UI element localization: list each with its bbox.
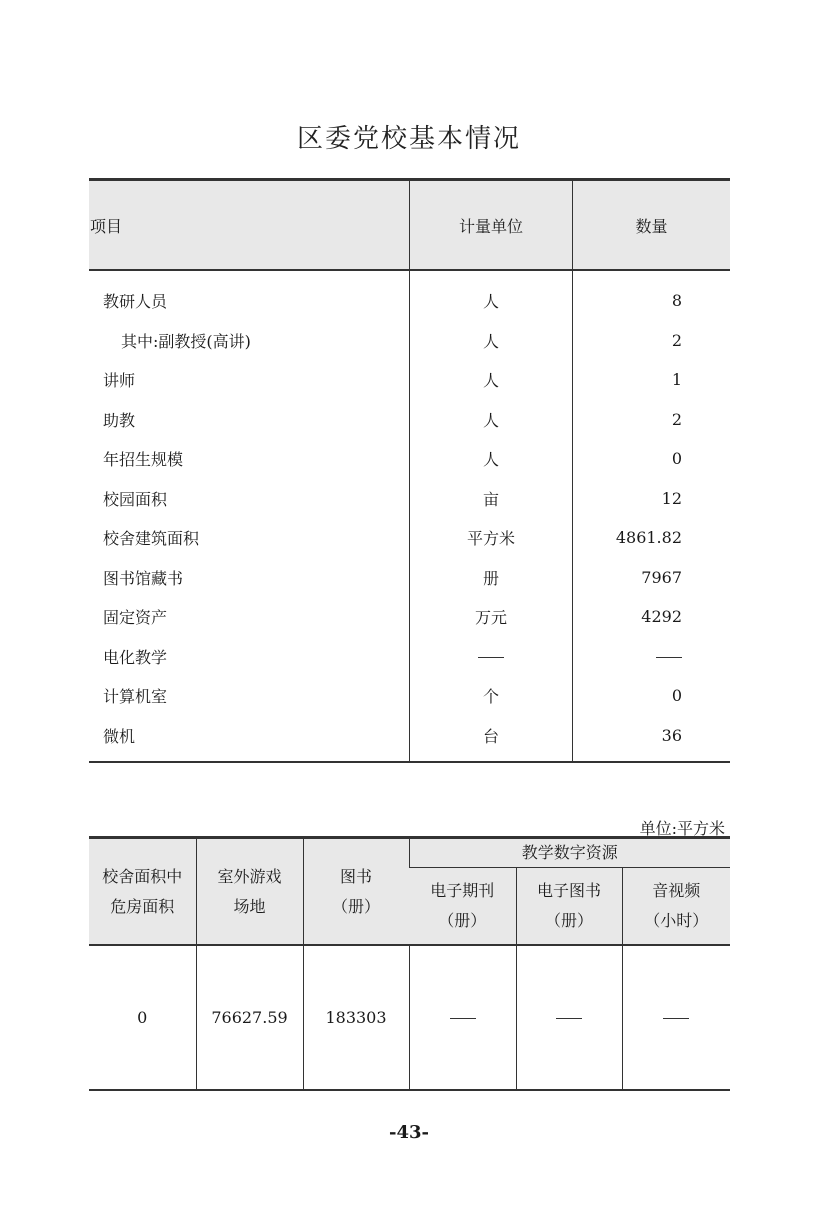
row-quantity: 0 xyxy=(573,439,731,479)
header-line: 音视频 xyxy=(652,881,701,900)
row-item: 固定资产 xyxy=(103,608,168,628)
page-number: -43- xyxy=(389,1122,429,1143)
row-quantity xyxy=(573,637,731,677)
row-quantity: 2 xyxy=(573,321,731,361)
row-unit: 人 xyxy=(410,270,573,321)
row-unit: 人 xyxy=(410,439,573,479)
row-unit: 个 xyxy=(410,676,573,716)
header-digital-resources: 教学数字资源 xyxy=(409,838,730,868)
row-unit: 万元 xyxy=(410,597,573,637)
row-unit: 人 xyxy=(410,400,573,440)
row-item: 助教 xyxy=(103,410,136,430)
table-row xyxy=(89,400,730,440)
row-item: 年招生规模 xyxy=(103,450,184,470)
value-books: 183303 xyxy=(303,945,409,1090)
table-row xyxy=(89,479,730,519)
row-quantity: 4861.82 xyxy=(573,518,731,558)
row-unit xyxy=(410,637,573,677)
value-e-journals xyxy=(409,945,516,1090)
dash-placeholder xyxy=(450,1018,476,1019)
header-line: 电子期刊 xyxy=(430,881,495,900)
row-item: 讲师 xyxy=(103,371,136,391)
row-unit: 人 xyxy=(410,321,573,361)
value-outdoor-play-area: 76627.59 xyxy=(196,945,303,1090)
header-dangerous-area xyxy=(89,838,196,946)
row-quantity: 8 xyxy=(573,270,731,321)
header-quantity: 数量 xyxy=(573,180,731,271)
header-audio-video xyxy=(622,868,730,946)
header-e-books xyxy=(516,868,622,946)
table-row xyxy=(89,676,730,716)
row-unit: 台 xyxy=(410,716,573,763)
row-quantity: 36 xyxy=(573,716,731,763)
header-line: （小时） xyxy=(644,911,709,930)
header-item: 项目 xyxy=(89,180,410,271)
row-unit: 册 xyxy=(410,558,573,598)
row-item: 教研人员 xyxy=(103,292,168,312)
header-line: （册） xyxy=(438,911,487,930)
row-item: 微机 xyxy=(103,726,136,746)
table-row xyxy=(89,945,730,1090)
header-line: 危房面积 xyxy=(110,896,175,916)
row-unit: 人 xyxy=(410,360,573,400)
dash-placeholder xyxy=(478,657,504,658)
table-row xyxy=(89,360,730,400)
unit-note: 单位:平方米 xyxy=(639,819,725,838)
row-quantity: 2 xyxy=(573,400,731,440)
value-e-books xyxy=(516,945,622,1090)
table-row xyxy=(89,439,730,479)
row-quantity: 7967 xyxy=(573,558,731,598)
row-quantity: 4292 xyxy=(573,597,731,637)
table-row xyxy=(89,518,730,558)
row-item: 校舍建筑面积 xyxy=(103,529,200,549)
table-row xyxy=(89,716,730,763)
header-line: 室外游戏 xyxy=(217,866,282,886)
row-unit: 平方米 xyxy=(410,518,573,558)
row-quantity: 1 xyxy=(573,360,731,400)
table-row xyxy=(89,558,730,598)
facilities-table xyxy=(89,836,730,1091)
header-line: 图书 xyxy=(339,866,372,886)
school-basic-table xyxy=(89,178,730,763)
row-item: 计算机室 xyxy=(103,687,168,707)
table-row xyxy=(89,270,730,321)
table-row xyxy=(89,637,730,677)
header-line: 电子图书 xyxy=(536,881,601,900)
table-header-row xyxy=(89,838,730,868)
header-outdoor-play-area xyxy=(196,838,303,946)
row-unit: 亩 xyxy=(410,479,573,519)
row-quantity: 0 xyxy=(573,676,731,716)
table-row xyxy=(89,597,730,637)
header-line: 校舍面积中 xyxy=(102,866,183,886)
header-line: （册） xyxy=(331,896,380,916)
row-item: 图书馆藏书 xyxy=(103,568,184,588)
header-line: （册） xyxy=(544,911,593,930)
dash-placeholder xyxy=(663,1018,689,1019)
header-unit: 计量单位 xyxy=(410,180,573,271)
value-dangerous-area: 0 xyxy=(89,945,196,1090)
row-item: 其中:副教授(高讲) xyxy=(121,331,251,351)
dash-placeholder xyxy=(656,657,682,658)
header-line: 场地 xyxy=(233,896,266,916)
dash-placeholder xyxy=(556,1018,582,1019)
header-e-journals xyxy=(409,868,516,946)
page-title: 区委党校基本情况 xyxy=(296,124,521,154)
header-books xyxy=(303,838,409,946)
row-item: 校园面积 xyxy=(103,489,168,509)
value-audio-video xyxy=(622,945,730,1090)
table-header-row xyxy=(89,180,730,271)
row-quantity: 12 xyxy=(573,479,731,519)
table-row xyxy=(89,321,730,361)
row-item: 电化教学 xyxy=(103,647,168,667)
